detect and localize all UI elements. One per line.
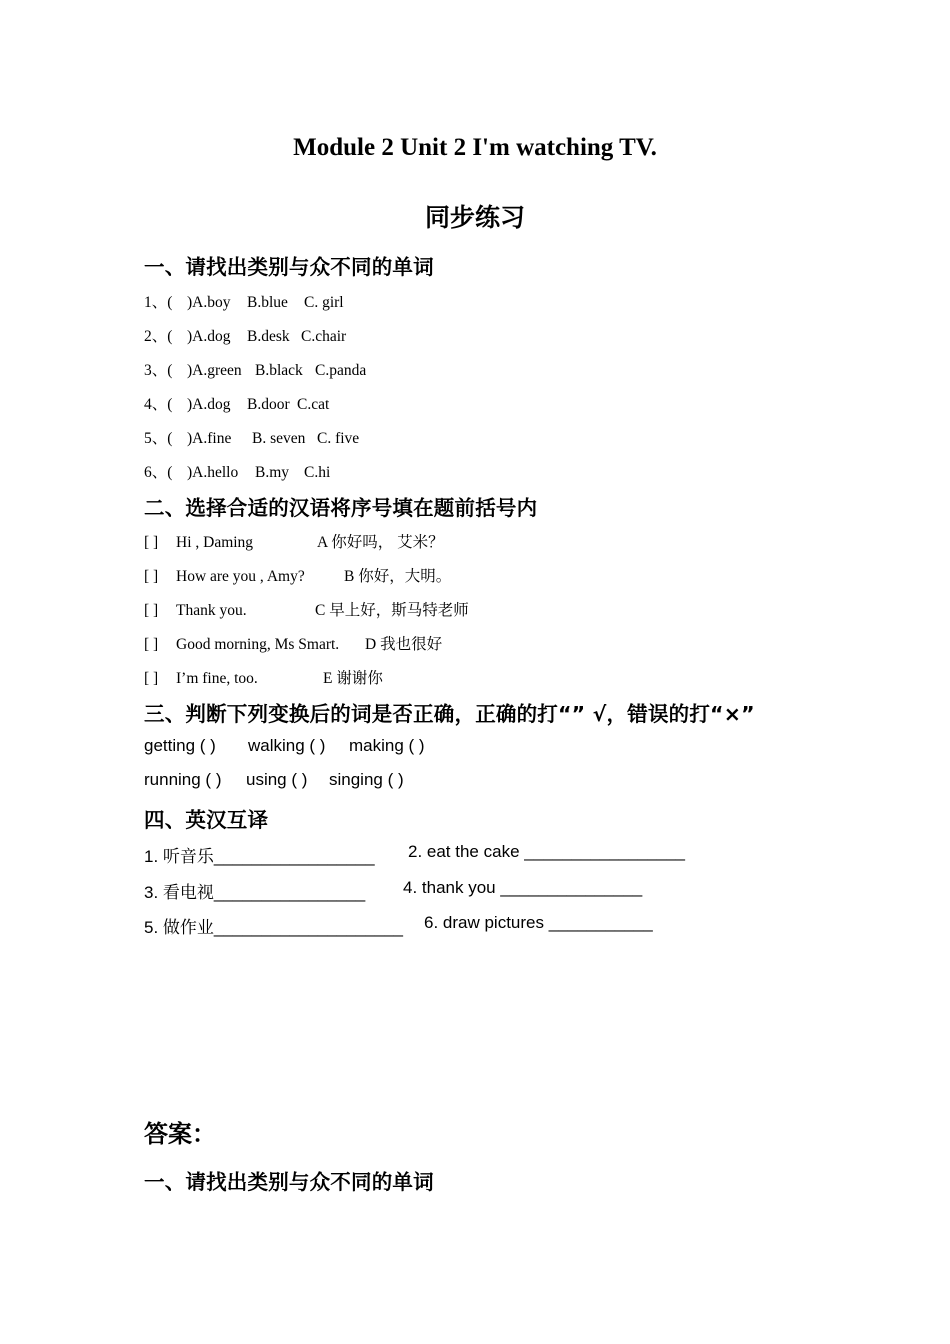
list-item: 1、( )A.boy B.blue C. girl: [144, 294, 344, 311]
section3-heading: 三、判断下列变换后的词是否正确，正确的打“” √，错误的打“×”: [144, 702, 755, 726]
answers-heading: 答案：: [144, 1120, 216, 1148]
list-item: getting ( ) walking ( ) making ( ): [144, 736, 425, 755]
list-item: [ ] I’m fine, too. E 谢谢你: [144, 670, 383, 687]
section4-heading: 四、英汉互译: [144, 808, 269, 832]
section1-heading: 一、请找出类别与众不同的单词: [144, 255, 434, 279]
list-item: 3、( )A.green B.black C.panda: [144, 362, 367, 379]
answers-section1-heading: 一、请找出类别与众不同的单词: [144, 1170, 434, 1194]
translation-item: 3. 看电视________________: [144, 883, 366, 902]
page-title: Module 2 Unit 2 I'm watching TV.: [293, 134, 657, 161]
list-item: 6、( )A.hello B.my C.hi: [144, 464, 331, 481]
list-item: 2、( )A.dog B.desk C.chair: [144, 328, 347, 345]
translation-item: 4. thank you _______________: [403, 878, 643, 897]
section2-heading: 二、选择合适的汉语将序号填在题前括号内: [144, 496, 538, 520]
translation-item: 1. 听音乐_________________: [144, 847, 375, 866]
translation-item: 6. draw pictures ___________: [424, 913, 653, 932]
translation-item: 5. 做作业____________________: [144, 918, 403, 937]
list-item: running ( ) using ( ) singing ( ): [144, 770, 404, 789]
page-subtitle: 同步练习: [424, 205, 525, 232]
list-item: 5、( )A.fine B. seven C. five: [144, 430, 360, 447]
list-item: [ ] Thank you. C 早上好，斯马特老师: [144, 602, 469, 619]
list-item: 4、( )A.dog B.door C.cat: [144, 396, 330, 413]
list-item: [ ] Hi , Daming A 你好吗， 艾米？: [144, 534, 444, 551]
list-item: [ ] Good morning, Ms Smart. D 我也很好: [144, 636, 443, 653]
list-item: [ ] How are you , Amy? B 你好，大明。: [144, 568, 452, 585]
translation-item: 2. eat the cake _________________: [408, 842, 685, 861]
